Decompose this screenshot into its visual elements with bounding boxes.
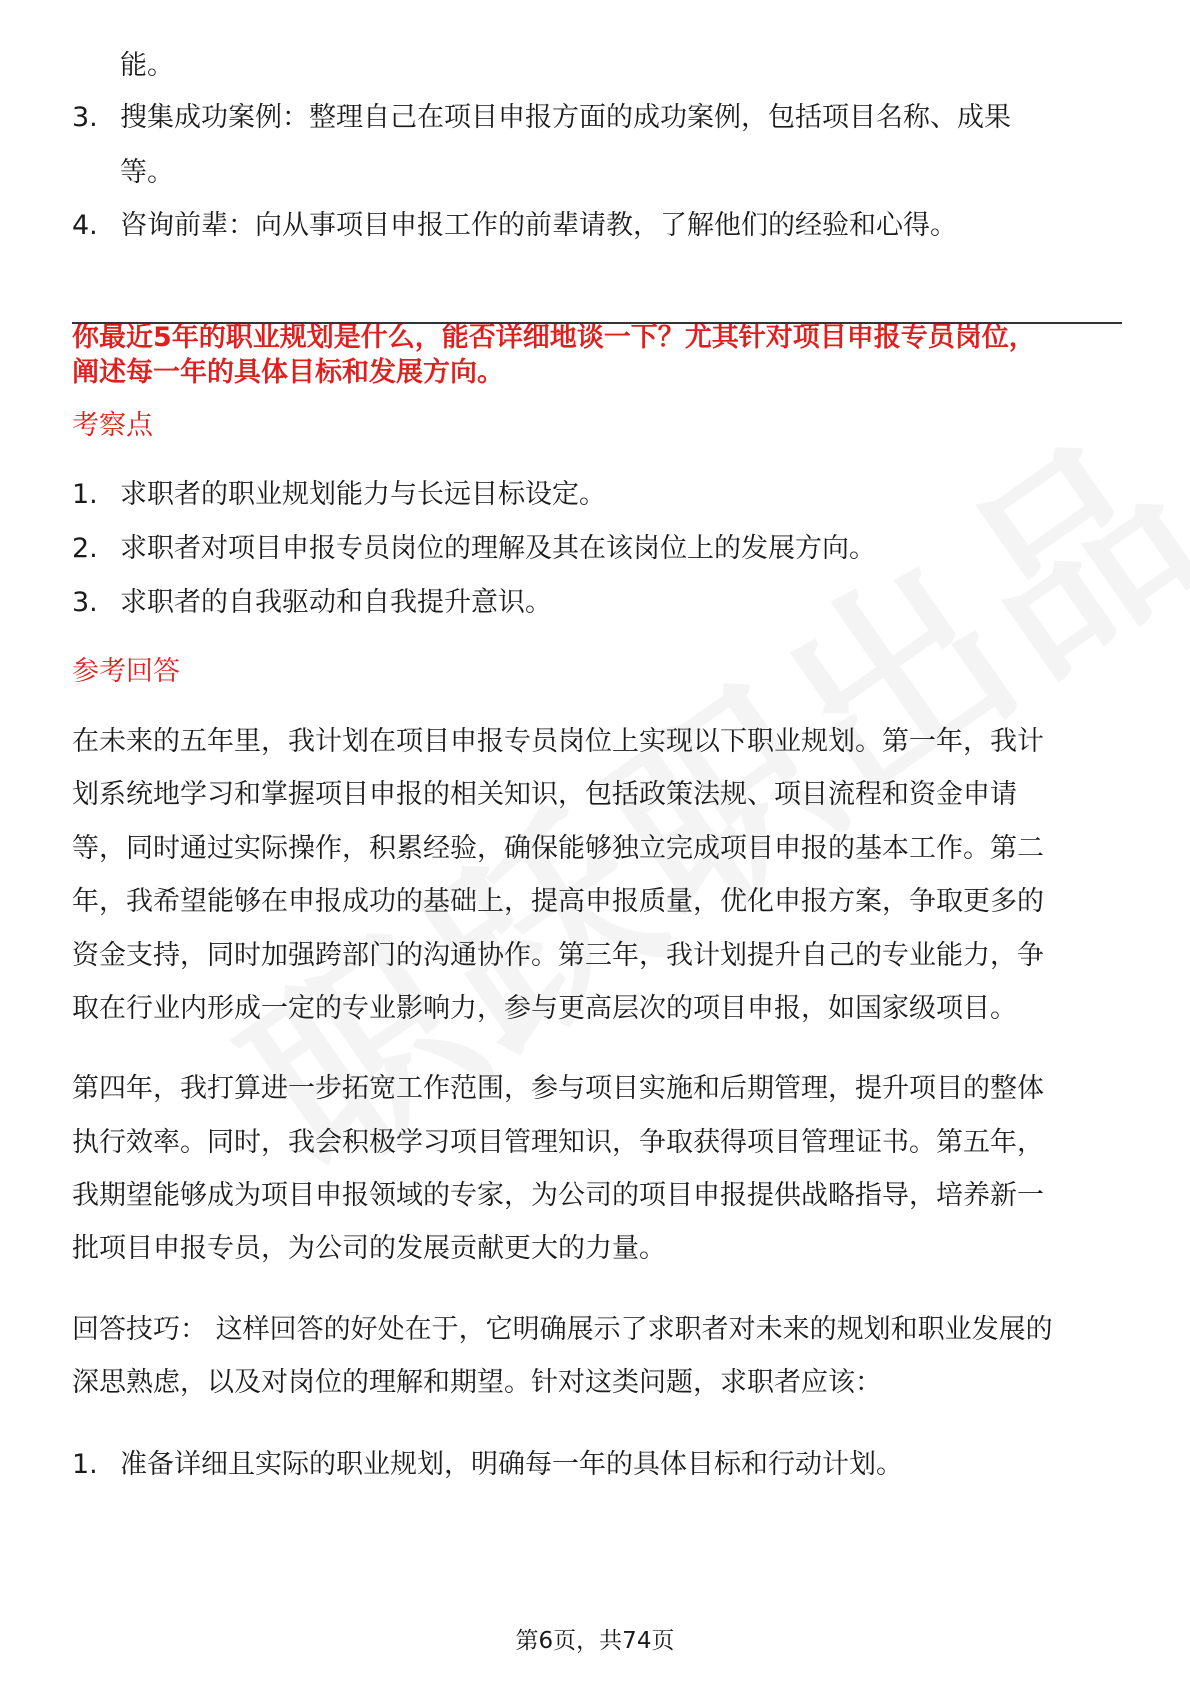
paragraph-line: 资金支持，同时加强跨部门的沟通协作。第三年，我计划提升自己的专业能力，争: [72, 940, 1044, 971]
paragraph-line: 我期望能够成为项目申报领域的专家，为公司的项目申报提供战略指导，培养新一: [72, 1180, 1044, 1211]
section-heading-exam-points: 考察点: [72, 410, 153, 441]
paragraph-line: 取在行业内形成一定的专业影响力，参与更高层次的项目申报，如国家级项目。: [72, 993, 1017, 1024]
list-text: 搜集成功案例：整理自己在项目申报方面的成功案例，包括项目名称、成果: [120, 102, 1011, 133]
tips-line: 回答技巧： 这样回答的好处在于，它明确展示了求职者对未来的规划和职业发展的: [72, 1314, 1053, 1345]
list-text: 求职者的自我驱动和自我提升意识。: [120, 587, 552, 618]
list-text: 准备详细且实际的职业规划，明确每一年的具体目标和行动计划。: [120, 1449, 903, 1480]
list-text: 求职者对项目申报专员岗位的理解及其在该岗位上的发展方向。: [120, 533, 876, 564]
list-number: 2.: [72, 533, 98, 564]
list-item: [72, 208, 957, 244]
paragraph-line: 等，同时通过实际操作，积累经验，确保能够独立完成项目申报的基本工作。第二: [72, 833, 1044, 864]
section-divider: [72, 322, 1122, 324]
list-item: [72, 585, 552, 621]
list-text-continued: 等。: [120, 157, 174, 188]
list-item: [72, 100, 1011, 136]
list-text: 求职者的职业规划能力与长远目标设定。: [120, 479, 606, 510]
paragraph-line: 在未来的五年里，我计划在项目申报专员岗位上实现以下职业规划。第一年，我计: [72, 726, 1044, 757]
list-number: 3.: [72, 587, 98, 618]
list-item: [72, 1447, 903, 1483]
paragraph-line: 年，我希望能够在申报成功的基础上，提高申报质量，优化申报方案，争取更多的: [72, 886, 1044, 917]
paragraph-line: 划系统地学习和掌握项目申报的相关知识，包括政策法规、项目流程和资金申请: [72, 779, 1017, 810]
question-line: 你最近5年的职业规划是什么，能否详细地谈一下？尤其针对项目申报专员岗位，: [72, 322, 1036, 353]
list-item-tail: 能。: [120, 50, 174, 81]
page-number-footer: 第6页，共74页: [515, 1628, 675, 1654]
list-number: 3.: [72, 102, 98, 133]
paragraph-line: 批项目申报专员，为公司的发展贡献更大的力量。: [72, 1233, 666, 1264]
paragraph-line: 执行效率。同时，我会积极学习项目管理知识，争取获得项目管理证书。第五年，: [72, 1127, 1044, 1158]
list-number: 1.: [72, 1449, 98, 1480]
paragraph-line: 第四年，我打算进一步拓宽工作范围，参与项目实施和后期管理，提升项目的整体: [72, 1073, 1044, 1104]
tips-line: 深思熟虑，以及对岗位的理解和期望。针对这类问题，求职者应该：: [72, 1367, 882, 1398]
question-line: 阐述每一年的具体目标和发展方向。: [72, 357, 504, 388]
list-number: 4.: [72, 210, 98, 241]
list-text: 咨询前辈：向从事项目申报工作的前辈请教，了解他们的经验和心得。: [120, 210, 957, 241]
section-heading-answer: 参考回答: [72, 656, 180, 687]
list-item: [72, 531, 876, 567]
list-number: 1.: [72, 479, 98, 510]
list-item: [72, 477, 606, 513]
